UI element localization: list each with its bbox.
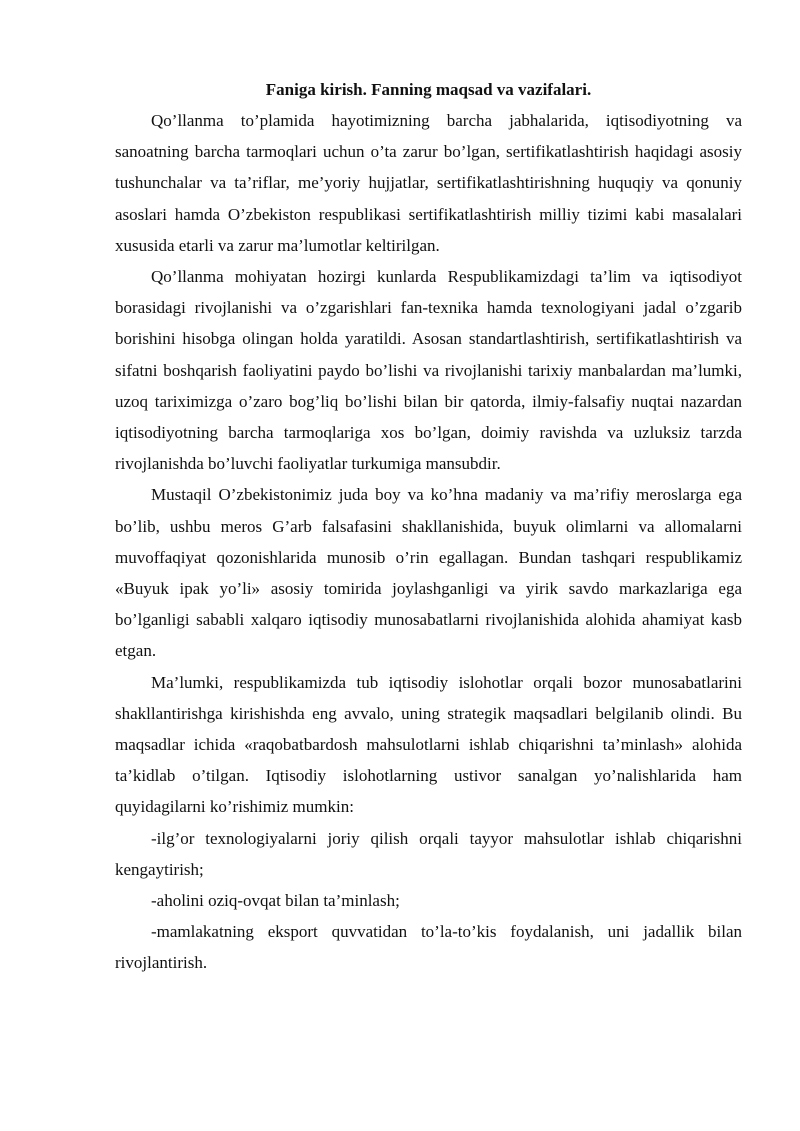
- paragraph-essence: Qo’llanma mohiyatan hozirgi kunlarda Respublikamizdagi ta’lim va iqtisodiyot borasidagi rivojlanishi va o’zgarishlari fan-texnika hamda texnologiyani jadal o’zgarib borishini hisobga olingan holda yaratildi. Asosan standartlashtirish, sertifikatlashtirish va sifatni boshqarish faoliyatini paydo bo’lishi va rivojlanishi tarixiy manbalardan ma’lumki, uzoq tariximizga o’zaro bog’liq bo’lishi bilan bir qatorda, ilmiy-falsafiy nuqtai nazardan iqtisodiyotning barcha tarmoqlariga xos bo’lgan, doimiy ravishda va uzluksiz tarzda rivojlanishda bo’luvchi faoliyatlar turkumiga mansubdir.: [115, 267, 742, 474]
- list-item-food-supply: -aholini oziq-ovqat bilan ta’minlash;: [151, 891, 400, 911]
- list-item-export: -mamlakatning eksport quvvatidan to’la-to’kis foydalanish, uni jadallik bilan rivojlantirish.: [115, 922, 742, 973]
- document-title: Faniga kirish. Fanning maqsad va vazifalari.: [265, 80, 592, 99]
- document-page: [115, 74, 742, 979]
- paragraph-reforms: Ma’lumki, respublikamizda tub iqtisodiy islohotlar orqali bozor munosabatlarini shakllantirishga kirishishda eng avvalo, uning strategik maqsadlari belgilanib olindi. Bu maqsadlar ichida «raqobatbardosh mahsulotlarni ishlab chiqarishni ta’minlash» alohida ta’kidlab o’tilgan. Iqtisodiy islohotlarning ustivor sanalgan yo’nalishlarida ham quyidagilarni ko’rishimiz mumkin:: [115, 672, 742, 817]
- list-item-technologies: -ilg’or texnologiyalarni joriy qilish orqali tayyor mahsulotlar ishlab chiqarishni kengaytirish;: [115, 828, 742, 879]
- paragraph-heritage: Mustaqil O’zbekistonimiz juda boy va ko’hna madaniy va ma’rifiy meroslarga ega bo’lib, ushbu meros G’arb falsafasini shakllanishida, buyuk olimlarni va allomalarni muvoffaqiyat qozonishlarida munosib o’rin egallagan. Bundan tashqari respublikamiz «Buyuk ipak yo’li» asosiy tomirida joylashganligi va yirik savdo markazlariga ega bo’lganligi sababli xalqaro iqtisodiy munosabatlarni rivojlanishida alohida ahamiyat kasb etgan.: [115, 485, 742, 661]
- paragraph-intro: Qo’llanma to’plamida hayotimizning barcha jabhalarida, iqtisodiyotning va sanoatning barcha tarmoqlari uchun o’ta zarur bo’lgan, sertifikatlashtirish haqidagi asosiy tushunchalar va ta’riflar, me’yoriy hujjatlar, sertifikatlashtirishning huquqiy va qonuniy asoslari hamda O’zbekiston respublikasi sertifikatlashtirish milliy tizimi kabi masalalari xususida etarli va zarur ma’lumotlar keltirilgan.: [115, 111, 742, 255]
